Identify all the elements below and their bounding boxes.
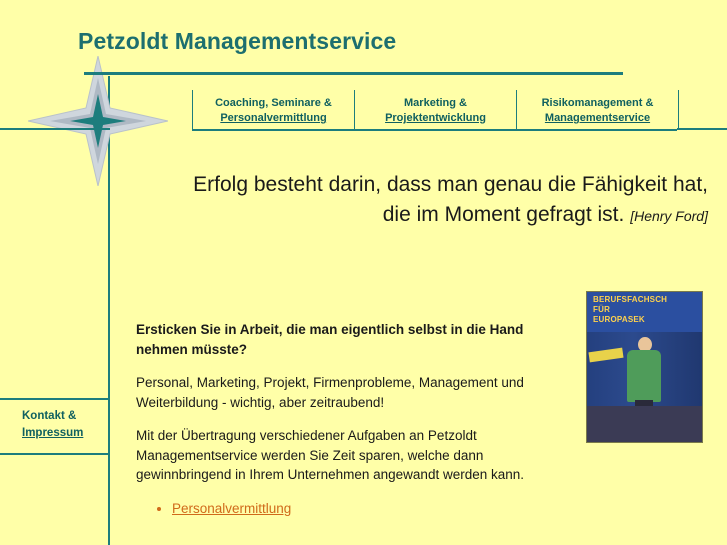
content-lead: Ersticken Sie in Arbeit, die man eigentlich selbst in die Hand nehmen müsste? (136, 322, 524, 357)
title-divider (84, 72, 623, 75)
nav-item-marketing-projektentwicklung[interactable] (354, 90, 516, 129)
page-title: Petzoldt Managementservice (78, 28, 397, 54)
header-divider-left (0, 128, 110, 130)
list-item[interactable]: • Personalvermittlung (172, 499, 526, 519)
nav-item-label-line1: Marketing & (404, 97, 467, 109)
photo-conference-stand (586, 291, 703, 443)
sidebar-item-label-line1: Kontakt & (22, 410, 77, 422)
left-sidebar (0, 0, 110, 545)
quote-author: [Henry Ford] (630, 208, 708, 225)
quote-line-2-wrap (170, 200, 708, 230)
photo-floor (587, 406, 702, 442)
photo-banner-line2: FÜR (593, 305, 611, 314)
nav-item-label-line2: Projektentwicklung (385, 111, 486, 124)
quote-line-2: die im Moment gefragt ist. (382, 203, 625, 227)
main-navigation (192, 90, 679, 129)
nav-item-label-line2: Personalvermittlung (220, 111, 327, 124)
nav-item-risikomanagement-managementservice[interactable] (516, 90, 678, 129)
quote-line-1: Erfolg besteht darin, dass man genau die Fähigkeit hat, (193, 173, 708, 196)
nav-item-coaching-seminare-personalvermittlung[interactable] (193, 90, 354, 129)
services-list (136, 499, 526, 519)
sidebar-item-kontakt-impressum[interactable] (0, 398, 108, 455)
header-divider-right (677, 128, 727, 130)
nav-item-label-line1: Risikomanagement & (541, 97, 654, 109)
photo-banner-text (593, 295, 667, 325)
photo-person-body (627, 350, 661, 402)
sidebar-item-label-line2: Impressum (22, 427, 84, 440)
content-paragraph-1: Personal, Marketing, Projekt, Firmenprobleme, Management und Weiterbildung - wichtig, aber zeitraubend! (136, 375, 524, 410)
photo-banner-line3: EUROPASEK (593, 315, 645, 324)
nav-item-label-line2: Managementservice (544, 111, 651, 124)
nav-item-label-line1: Coaching, Seminare & (215, 97, 332, 109)
content-paragraph-2: Mit der Übertragung verschiedener Aufgaben an Petzoldt Managementservice werden Sie Zeit sparen, welche dann gewinnbringend in Ihrem Unternehmen angewandt werden kann. (136, 428, 524, 483)
photo-banner-line1: BERUFSFACHSCH (593, 295, 668, 304)
nav-bottom-divider (192, 129, 677, 131)
main-content (136, 320, 526, 519)
hero-quote (170, 170, 708, 231)
